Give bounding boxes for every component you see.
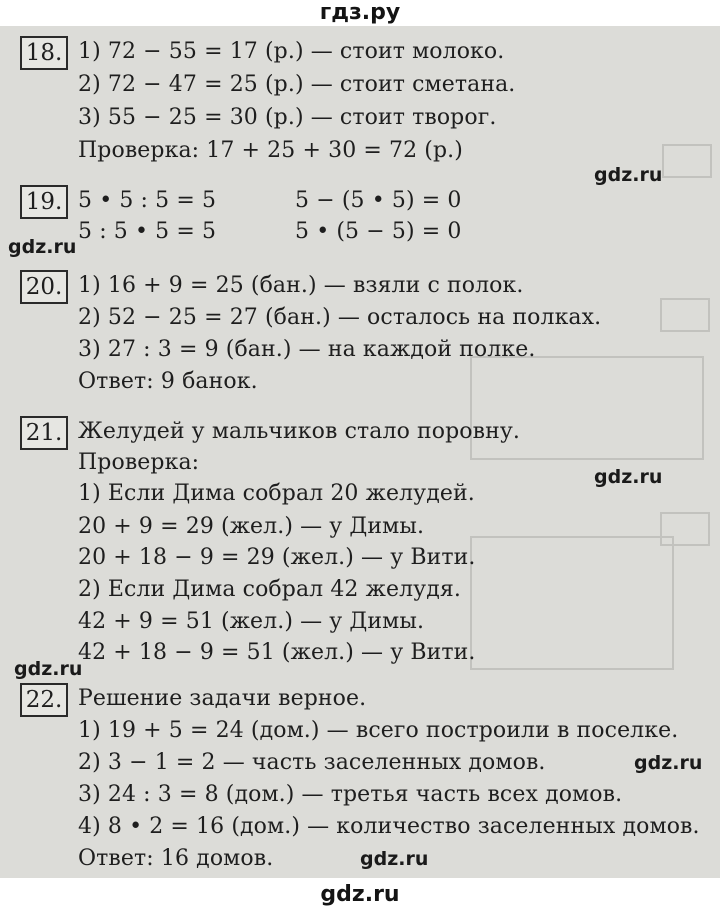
site-footer: gdz.ru	[0, 878, 720, 911]
check-line: Проверка: 17 + 25 + 30 = 72 (р.)	[78, 138, 463, 163]
solution-line: 42 + 9 = 51 (жел.) — у Димы.	[78, 609, 425, 634]
expression-line: 5 • 5 : 5 = 5	[78, 188, 217, 213]
solution-line: 20 + 9 = 29 (жел.) — у Димы.	[78, 514, 425, 539]
task-number-box: 19.	[20, 185, 68, 219]
solution-line: Проверка:	[78, 450, 200, 475]
solution-line: Решение задачи верное.	[78, 686, 367, 711]
watermark: gdz.ru	[8, 236, 77, 258]
solution-line: 3) 55 − 25 = 30 (р.) — стоит творог.	[78, 105, 497, 130]
watermark: gdz.ru	[594, 466, 663, 488]
solution-line: Желудей у мальчиков стало поровну.	[78, 419, 521, 444]
site-header: гдз.ру	[0, 0, 720, 26]
watermark: gdz.ru	[360, 848, 429, 870]
ghost-diagram	[470, 536, 674, 670]
solution-line: 2) 72 − 47 = 25 (р.) — стоит сметана.	[78, 72, 516, 97]
solution-line: 3) 24 : 3 = 8 (дом.) — третья часть всех домов.	[78, 782, 623, 807]
solution-line: 4) 8 • 2 = 16 (дом.) — количество заселенных домов.	[78, 814, 700, 839]
solution-line: 1) 16 + 9 = 25 (бан.) — взяли с полок.	[78, 273, 524, 298]
ghost-number-box	[660, 298, 710, 332]
expression-line: 5 : 5 • 5 = 5	[78, 219, 217, 244]
solution-line: 2) Если Дима собрал 42 желудя.	[78, 577, 461, 602]
textbook-page	[0, 26, 720, 878]
watermark: gdz.ru	[594, 164, 663, 186]
watermark: gdz.ru	[14, 658, 83, 680]
solution-line: 2) 3 − 1 = 2 — часть заселенных домов.	[78, 750, 546, 775]
solution-line: 1) 72 − 55 = 17 (р.) — стоит молоко.	[78, 39, 505, 64]
answer-line: Ответ: 9 банок.	[78, 369, 258, 394]
solution-line: 42 + 18 − 9 = 51 (жел.) — у Вити.	[78, 640, 476, 665]
task-number-box: 18.	[20, 36, 68, 70]
solution-line: 2) 52 − 25 = 27 (бан.) — осталось на полках.	[78, 305, 602, 330]
task-number-box: 20.	[20, 270, 68, 304]
watermark: gdz.ru	[634, 752, 703, 774]
solution-line: 20 + 18 − 9 = 29 (жел.) — у Вити.	[78, 545, 476, 570]
expression-line: 5 • (5 − 5) = 0	[295, 219, 462, 244]
solution-line: 3) 27 : 3 = 9 (бан.) — на каждой полке.	[78, 337, 536, 362]
solution-line: 1) 19 + 5 = 24 (дом.) — всего построили в поселке.	[78, 718, 679, 743]
ghost-number-box	[662, 144, 712, 178]
expression-line: 5 − (5 • 5) = 0	[295, 188, 462, 213]
solution-line: 1) Если Дима собрал 20 желудей.	[78, 481, 475, 506]
task-number-box: 22.	[20, 683, 68, 717]
task-number-box: 21.	[20, 416, 68, 450]
answer-line: Ответ: 16 домов.	[78, 846, 274, 871]
